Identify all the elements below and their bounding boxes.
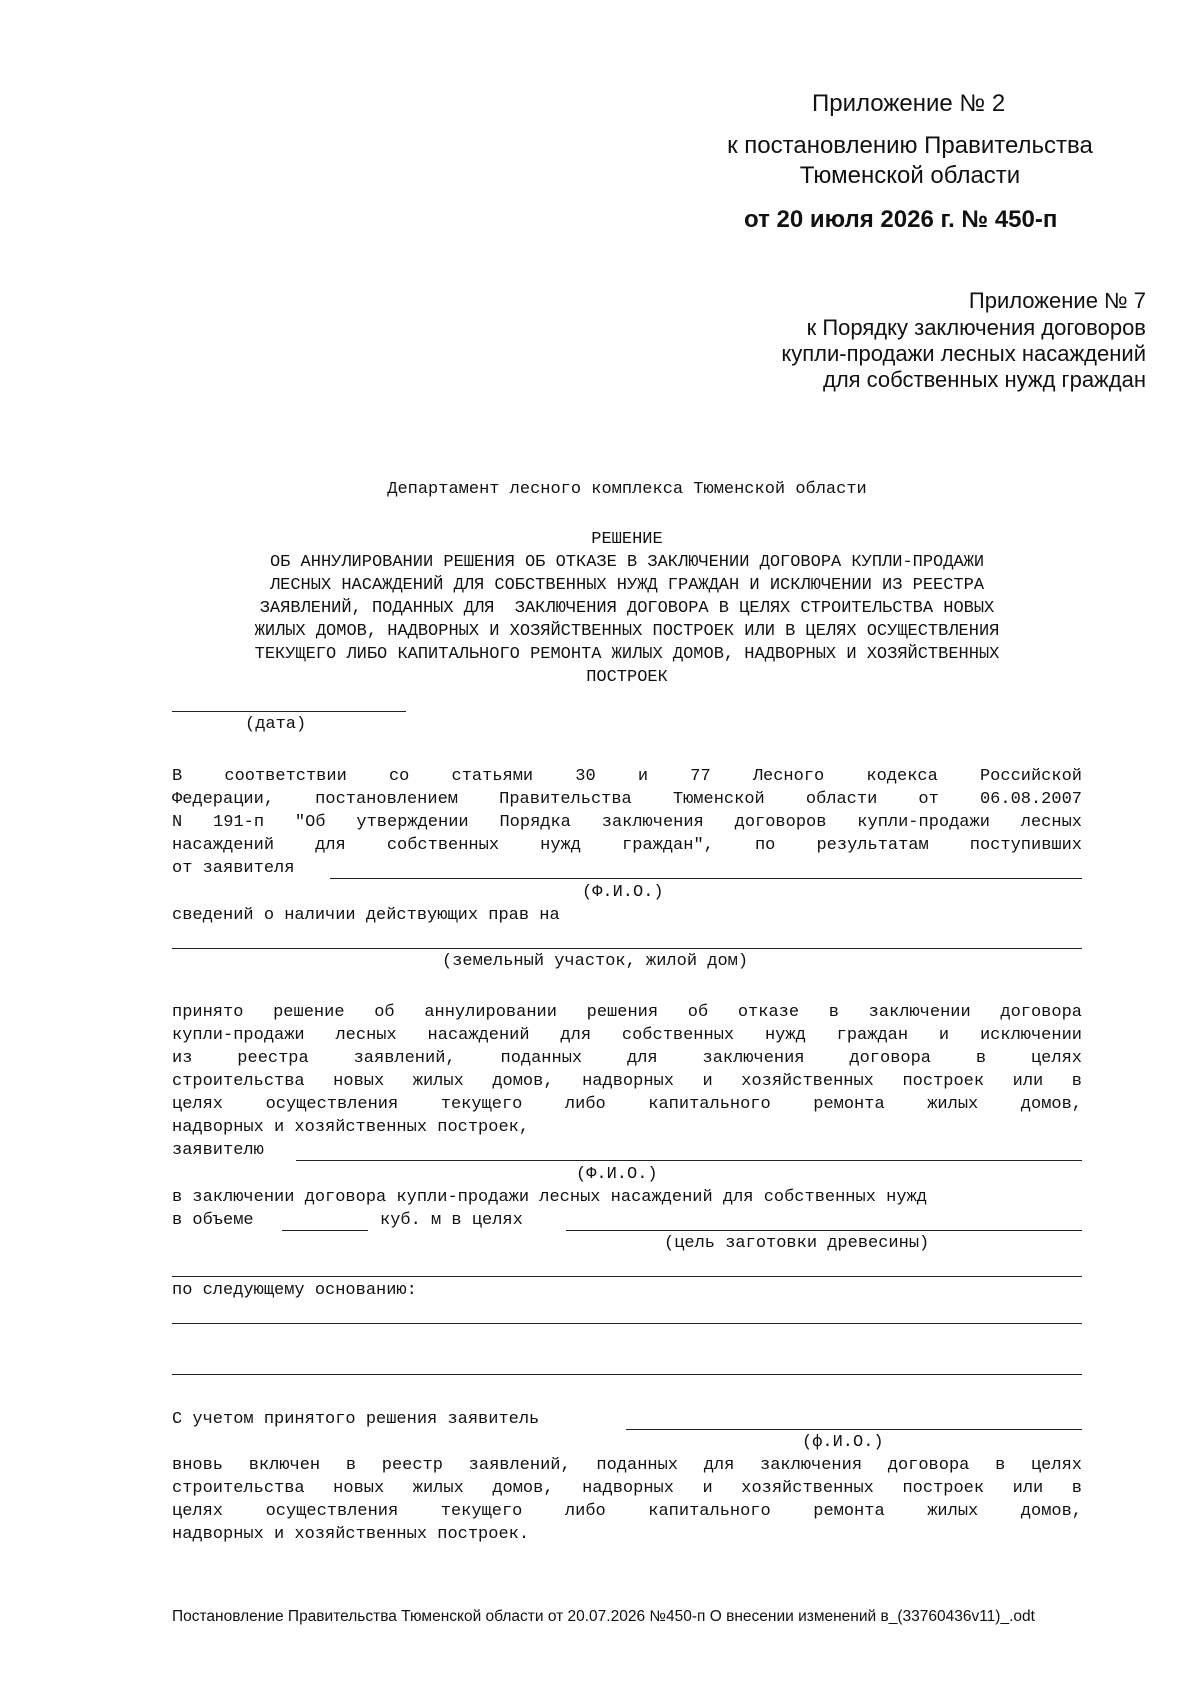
para3-line: вновь включен в реестр заявлений, поданных для заключения договора в целях (172, 1456, 1082, 1475)
date-label: (дата) (245, 715, 307, 734)
para3-last-line: надворных и хозяйственных построек. (172, 1525, 530, 1544)
land-plot-label: (земельный участок, жилой дом) (442, 952, 749, 971)
basis-label: по следующему основанию: (172, 1281, 417, 1300)
volume-prefix: в объеме (172, 1211, 254, 1230)
basis-field-line-2[interactable] (172, 1374, 1082, 1375)
decision-subtitle-line: ЖИЛЫХ ДОМОВ, НАДВОРНЫХ И ХОЗЯЙСТВЕННЫХ ПОСТРОЕК ИЛИ В ЦЕЛЯХ ОСУЩЕСТВЛЕНИЯ (254, 622, 1000, 641)
annex2-title: Приложение № 2 (812, 90, 1006, 117)
annex2-line2: Тюменской области (799, 162, 1021, 189)
applicant-label: заявителю (172, 1141, 264, 1160)
decision-subtitle-line: ЛЕСНЫХ НАСАЖДЕНИЙ ДЛЯ СОБСТВЕННЫХ НУЖД ГРАЖДАН И ИСКЛЮЧЕНИИ ИЗ РЕЕСТРА (269, 576, 985, 595)
purpose-field-line[interactable] (566, 1230, 1082, 1231)
para2-line: из реестра заявлений, поданных для заключения договора в целях (172, 1049, 1082, 1068)
decision-subtitle-line: ЗАЯВЛЕНИЙ, ПОДАННЫХ ДЛЯ ЗАКЛЮЧЕНИЯ ДОГОВОРА В ЦЕЛЯХ СТРОИТЕЛЬСТВА НОВЫХ (259, 599, 995, 618)
para1-line: N 191-п "Об утверждении Порядка заключения договоров купли-продажи лесных (172, 813, 1082, 832)
volume-field-line[interactable] (282, 1230, 368, 1231)
from-applicant-label: от заявителя (172, 859, 295, 878)
volume-suffix: куб. м в целях (380, 1211, 523, 1230)
rights-text: сведений о наличии действующих прав на (172, 906, 560, 925)
rights-field-line[interactable] (172, 948, 1082, 949)
para2-last-line: надворных и хозяйственных построек, (172, 1118, 530, 1137)
contract-line: в заключении договора купли-продажи лесных насаждений для собственных нужд (172, 1188, 927, 1207)
annex7-title: Приложение № 7 (968, 288, 1146, 313)
applicant-fio-field[interactable] (330, 878, 1082, 879)
applicant-fio-field-2[interactable] (296, 1160, 1082, 1161)
footer-filename: Постановление Правительства Тюменской области от 20.07.2026 №450-п О внесении изменений в_(33760436v11)_.odt (172, 1608, 1035, 1625)
decision-subtitle-line: ТЕКУЩЕГО ЛИБО КАПИТАЛЬНОГО РЕМОНТА ЖИЛЫХ ДОМОВ, НАДВОРНЫХ И ХОЗЯЙСТВЕННЫХ (254, 645, 1000, 664)
para1-line: насаждений для собственных нужд граждан", по результатам поступивших (172, 836, 1082, 855)
annex2-date-number: от 20 июля 2026 г. № 450-п (744, 206, 1058, 233)
para3-line: целях осуществления текущего либо капитального ремонта жилых домов, (172, 1502, 1082, 1521)
decision-subtitle-line: ОБ АННУЛИРОВАНИИ РЕШЕНИЯ ОБ ОТКАЗЕ В ЗАКЛЮЧЕНИИ ДОГОВОРА КУПЛИ-ПРОДАЖИ (269, 553, 985, 572)
purpose-label: (цель заготовки древесины) (664, 1234, 930, 1253)
para1-line: Федерации, постановлением Правительства Тюменской области от 06.08.2007 (172, 790, 1082, 809)
department-name: Департамент лесного комплекса Тюменской области (387, 480, 867, 499)
decision-subtitle-line: ПОСТРОЕК (586, 668, 668, 687)
para2-line: принято решение об аннулировании решения об отказе в заключении договора (172, 1003, 1082, 1022)
basis-field-line[interactable] (172, 1323, 1082, 1324)
annex7-line3: для собственных нужд граждан (822, 367, 1146, 392)
fio-label-3: (ф.И.О.) (802, 1433, 884, 1452)
para2-line: купли-продажи лесных насаждений для собственных нужд граждан и исключении (172, 1026, 1082, 1045)
applicant-fio-field-3[interactable] (626, 1429, 1082, 1430)
annex7-line1: к Порядку заключения договоров (806, 315, 1146, 340)
para1-line: В соответствии со статьями 30 и 77 Лесного кодекса Российской (172, 767, 1082, 786)
para3-lead: С учетом принятого решения заявитель (172, 1410, 540, 1429)
fio-label-2: (Ф.И.О.) (576, 1165, 658, 1184)
annex7-line2: купли-продажи лесных насаждений (781, 341, 1146, 366)
annex2-line1: к постановлению Правительства (727, 132, 1093, 159)
para2-line: строительства новых жилых домов, надворных и хозяйственных построек или в (172, 1072, 1082, 1091)
para2-line: целях осуществления текущего либо капитального ремонта жилых домов, (172, 1095, 1082, 1114)
para3-line: строительства новых жилых домов, надворных и хозяйственных построек или в (172, 1479, 1082, 1498)
decision-title: РЕШЕНИЕ (591, 530, 663, 549)
date-field-line[interactable] (172, 711, 406, 712)
fio-label: (Ф.И.О.) (582, 883, 664, 902)
purpose-field-line-2[interactable] (172, 1276, 1082, 1277)
